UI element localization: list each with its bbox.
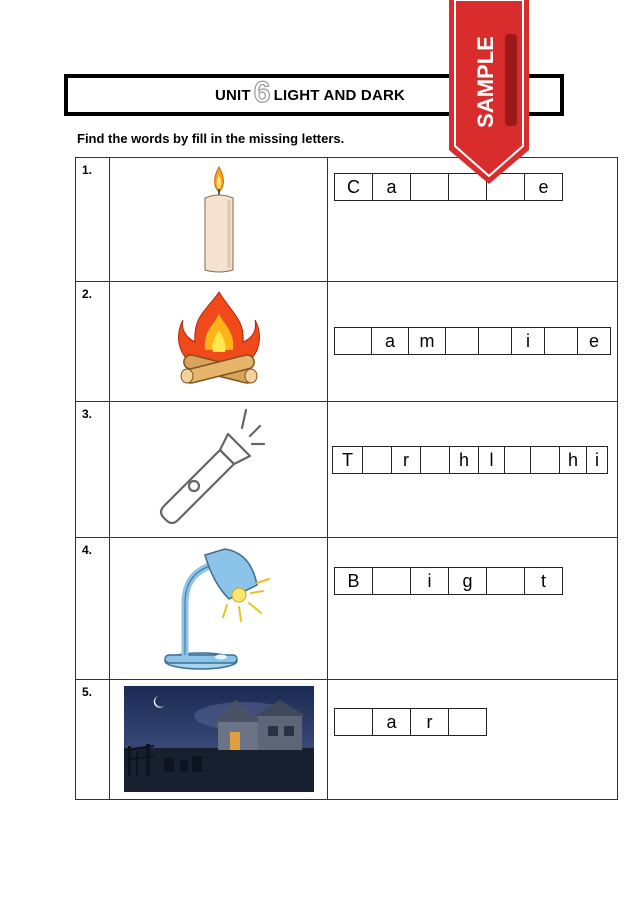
unit-title: LIGHT AND DARK (273, 86, 406, 104)
ribbon-stamp-bar (505, 34, 517, 126)
letter-box[interactable] (504, 446, 531, 474)
letter-box[interactable]: a (371, 327, 409, 355)
letter-box[interactable] (334, 327, 372, 355)
letter-box[interactable] (420, 446, 450, 474)
letter-box[interactable] (478, 327, 512, 355)
letter-box[interactable]: i (410, 567, 449, 595)
letter-box[interactable]: m (408, 327, 446, 355)
letter-box[interactable]: h (559, 446, 587, 474)
candle-icon (189, 162, 249, 276)
worksheet-table (75, 157, 618, 800)
dark-night-scene (124, 686, 314, 792)
letter-box[interactable]: l (478, 446, 505, 474)
letter-box[interactable]: T (332, 446, 363, 474)
unit-prefix: UNIT (214, 86, 251, 104)
letter-boxes (334, 327, 611, 355)
letter-box[interactable]: e (577, 327, 611, 355)
letter-box[interactable] (486, 567, 525, 595)
letter-boxes (334, 708, 487, 736)
letter-box[interactable]: r (410, 708, 449, 736)
letter-box[interactable]: a (372, 708, 411, 736)
letter-box[interactable] (362, 446, 392, 474)
letter-box[interactable] (410, 173, 449, 201)
table-row (76, 158, 618, 282)
flashlight-icon (154, 406, 284, 532)
item-number: 2. (82, 287, 93, 301)
item-number: 5. (82, 685, 93, 699)
letter-box[interactable]: B (334, 567, 373, 595)
letter-box[interactable] (544, 327, 578, 355)
campfire-icon (173, 286, 265, 396)
item-number: 3. (82, 407, 93, 421)
letter-box[interactable] (372, 567, 411, 595)
table-row (76, 402, 618, 538)
letter-box[interactable]: e (524, 173, 563, 201)
sample-ribbon (447, 0, 531, 185)
letter-boxes (332, 446, 608, 474)
letter-box[interactable]: g (448, 567, 487, 595)
table-row (76, 680, 618, 800)
letter-box[interactable]: h (449, 446, 479, 474)
letter-box[interactable] (448, 708, 487, 736)
instruction-text: Find the words by fill in the missing letters. (77, 131, 345, 146)
unit-number: 6 (253, 76, 271, 109)
item-number: 1. (82, 163, 93, 177)
letter-box[interactable]: C (334, 173, 373, 201)
table-row (76, 538, 618, 680)
table-row (76, 282, 618, 402)
letter-box[interactable]: r (391, 446, 421, 474)
letter-box[interactable]: t (524, 567, 563, 595)
letter-boxes (334, 567, 563, 595)
letter-box[interactable] (445, 327, 479, 355)
letter-box[interactable] (530, 446, 560, 474)
desk-lamp-icon (159, 543, 279, 673)
letter-box[interactable]: a (372, 173, 411, 201)
item-number: 4. (82, 543, 93, 557)
letter-box[interactable] (334, 708, 373, 736)
watermark-text: SAMPLE (473, 36, 498, 128)
letter-box[interactable]: i (586, 446, 608, 474)
letter-box[interactable]: i (511, 327, 545, 355)
